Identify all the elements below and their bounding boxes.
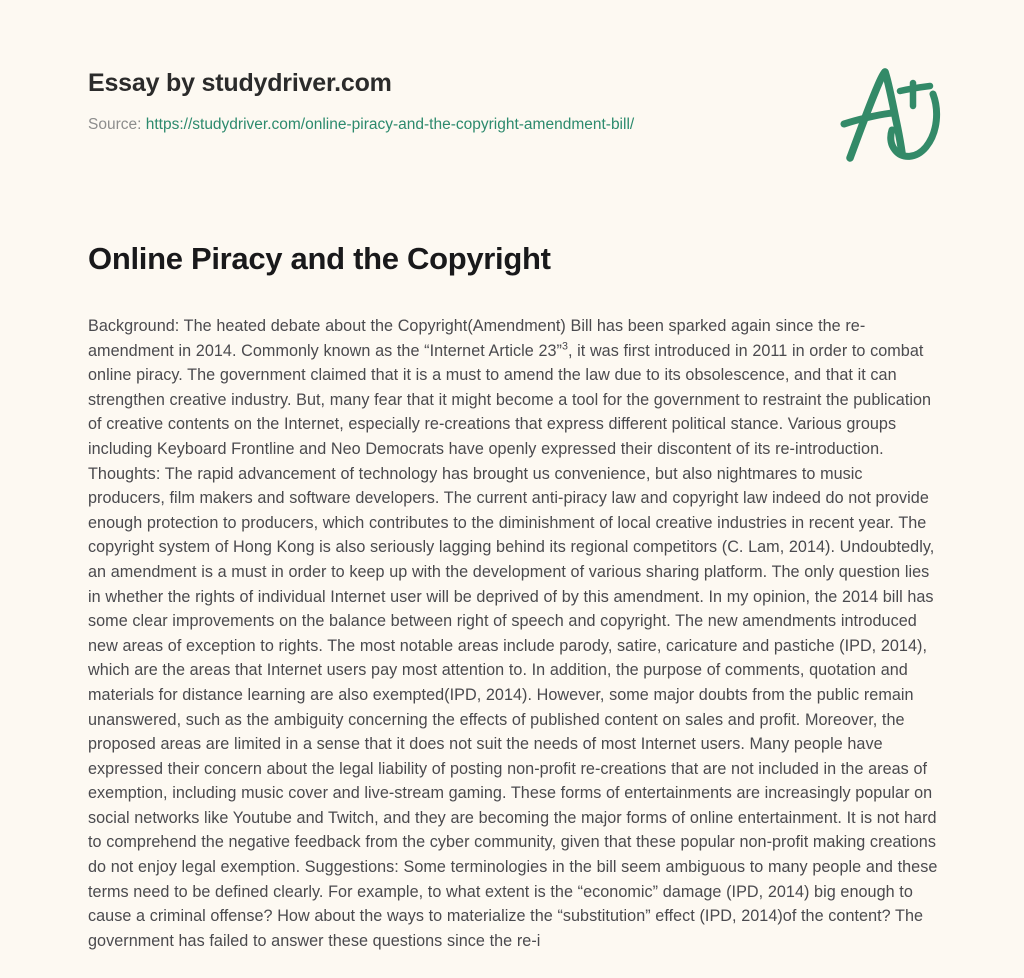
essay-byline: Essay by studydriver.com xyxy=(88,69,392,97)
document-body xyxy=(88,314,944,953)
body-text-part-1: Background: The heated debate about the Copyright(Amendment) Bill has been sparked again since the re-amendment in 2014. Commonly known as the “Internet Article 23” xyxy=(88,317,866,360)
studydriver-a-plus-logo xyxy=(832,62,952,167)
source-url-link[interactable]: https://studydriver.com/online-piracy-and-the-copyright-amendment-bill/ xyxy=(145,116,635,133)
source-label: Source: xyxy=(88,116,142,133)
source-line xyxy=(88,115,954,135)
page-title: Online Piracy and the Copyright xyxy=(88,241,551,276)
body-text-part-2: , it was first introduced in 2011 in order to combat online piracy. The government claimed that it is a must to amend the law due to its obsolescence, and that it can strengthen creative industry. But, many fear that it might become a tool for the government to restraint the publication of creative contents on the Internet, especially re-creations that express different political stance. Various groups including Keyboard Frontline and Neo Democrats have openly expressed their discontent of its re-introduction. Thoughts: The rapid advancement of technology has brought us convenience, but also nightmares to music producers, film makers and software developers. The current anti-piracy law and copyright law indeed do not provide enough protection to producers, which contributes to the diminishment of local creative industries in recent year. The copyright system of Hong Kong is also seriously lagging behind its regional competitors (C. Lam, 2014). Undoubtedly, an amendment is a must in order to keep up with the development of various sharing platform. The only question lies in whether the rights of individual Internet user will be deprived of by this amendment. In my opinion, the 2014 bill has some clear improvements on the balance between right of speech and copyright. The new amendments introduced new areas of exception to rights. The most notable areas include parody, satire, caricature and pastiche (IPD, 2014), which are the areas that Internet users pay most attention to. In addition, the purpose of comments, quotation and materials for distance learning are also exempted(IPD, 2014). However, some major doubts from the public remain unanswered, such as the ambiguity concerning the effects of published content on sales and profit. Moreover, the proposed areas are limited in a sense that it does not suit the needs of most Internet users. Many people have expressed their concern about the legal liability of posting non-profit re-creations that are not included in the areas of exemption, including music cover and live-stream gaming. These forms of entertainments are increasingly popular on social networks like Youtube and Twitch, and they are becoming the major forms of online entertainment. It is not hard to comprehend the negative feedback from the cyber community, given that these popular non-profit making creations do not enjoy legal exemption. Suggestions: Some terminologies in the bill seem ambiguous to many people and these terms need to be defined clearly. For example, to what extent is the “economic” damage (IPD, 2014) big enough to cause a criminal offense? How about the ways to materialize the “substitution” effect (IPD, 2014)of the content? The government has failed to answer these questions since the re-i xyxy=(88,341,938,950)
a-plus-logo-icon xyxy=(832,62,952,167)
document-header xyxy=(88,60,954,180)
footnote-marker: 3 xyxy=(561,340,568,353)
